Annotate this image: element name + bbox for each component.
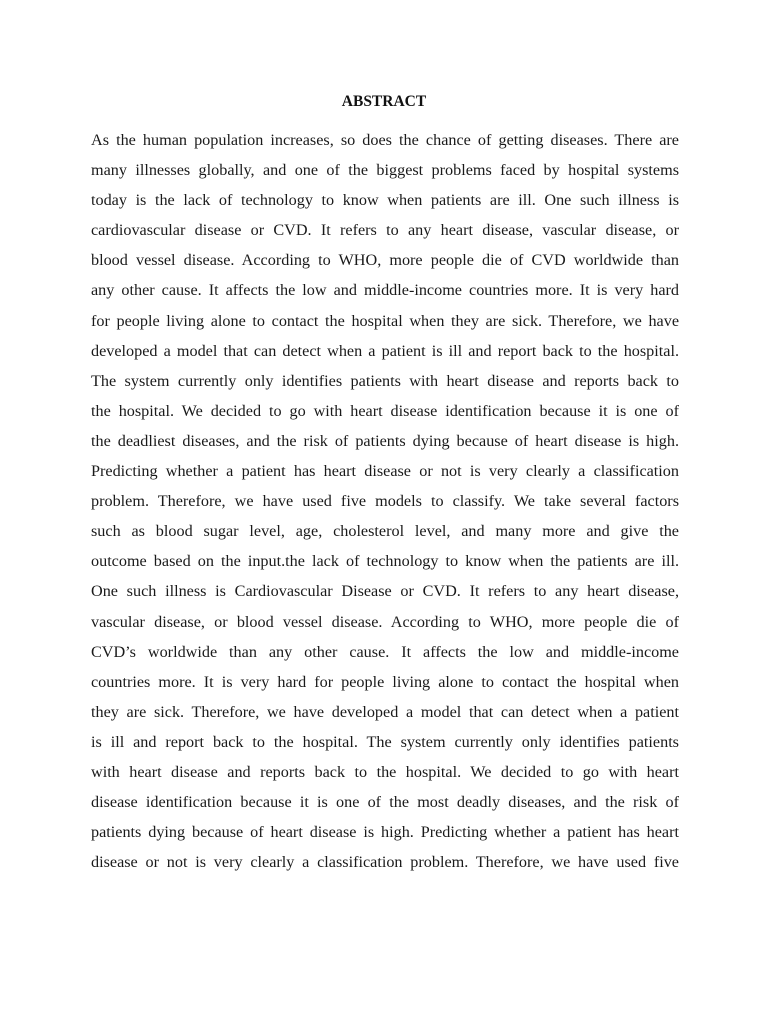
body-text-line: vascular disease, or blood vessel disease. According to WHO, more people die of bbox=[91, 612, 679, 631]
body-text-line: CVD’s worldwide than any other cause. It affects the low and middle-income bbox=[91, 642, 679, 661]
body-text-line: they are sick. Therefore, we have developed a model that can detect when a patient bbox=[91, 702, 679, 721]
body-text-line: The system currently only identifies patients with heart disease and reports back to bbox=[91, 371, 679, 390]
body-text-line: blood vessel disease. According to WHO, more people die of CVD worldwide than bbox=[91, 251, 679, 270]
body-text-line: disease or not is very clearly a classification problem. Therefore, we have used five bbox=[91, 853, 679, 872]
body-text-line: disease identification because it is one of the most deadly diseases, and the risk of bbox=[91, 793, 679, 812]
body-text-line: with heart disease and reports back to the hospital. We decided to go with heart bbox=[91, 762, 679, 781]
body-text-line: countries more. It is very hard for people living alone to contact the hospital when bbox=[91, 672, 679, 691]
body-text-line: for people living alone to contact the hospital when they are sick. Therefore, we have bbox=[91, 311, 679, 330]
body-text-line: many illnesses globally, and one of the biggest problems faced by hospital systems bbox=[91, 161, 679, 180]
body-text-line: problem. Therefore, we have used five models to classify. We take several factors bbox=[91, 492, 679, 511]
body-text-line: patients dying because of heart disease is high. Predicting whether a patient has heart bbox=[91, 823, 679, 842]
body-text-line: developed a model that can detect when a patient is ill and report back to the hospital. bbox=[91, 341, 679, 360]
abstract-body bbox=[91, 129, 679, 881]
body-text-line: Predicting whether a patient has heart disease or not is very clearly a classification bbox=[91, 462, 679, 481]
body-text-line: the hospital. We decided to go with heart disease identification because it is one of bbox=[91, 401, 679, 420]
body-text-line: such as blood sugar level, age, cholesterol level, and many more and give the bbox=[91, 522, 679, 541]
body-text-line: As the human population increases, so does the chance of getting diseases. There are bbox=[91, 131, 679, 149]
body-text-line: outcome based on the input.the lack of technology to know when the patients are ill. bbox=[91, 552, 679, 571]
abstract-heading: ABSTRACT bbox=[341, 93, 427, 110]
body-text-line: any other cause. It affects the low and middle-income countries more. It is very hard bbox=[91, 281, 679, 300]
body-text-line: cardiovascular disease or CVD. It refers to any heart disease, vascular disease, or bbox=[91, 221, 679, 240]
body-text-line: the deadliest diseases, and the risk of patients dying because of heart disease is high. bbox=[91, 431, 679, 450]
body-text-line: today is the lack of technology to know when patients are ill. One such illness is bbox=[91, 191, 679, 210]
body-text-line: One such illness is Cardiovascular Disease or CVD. It refers to any heart disease, bbox=[91, 582, 679, 601]
body-text-line: is ill and report back to the hospital. The system currently only identifies patients bbox=[91, 732, 679, 751]
